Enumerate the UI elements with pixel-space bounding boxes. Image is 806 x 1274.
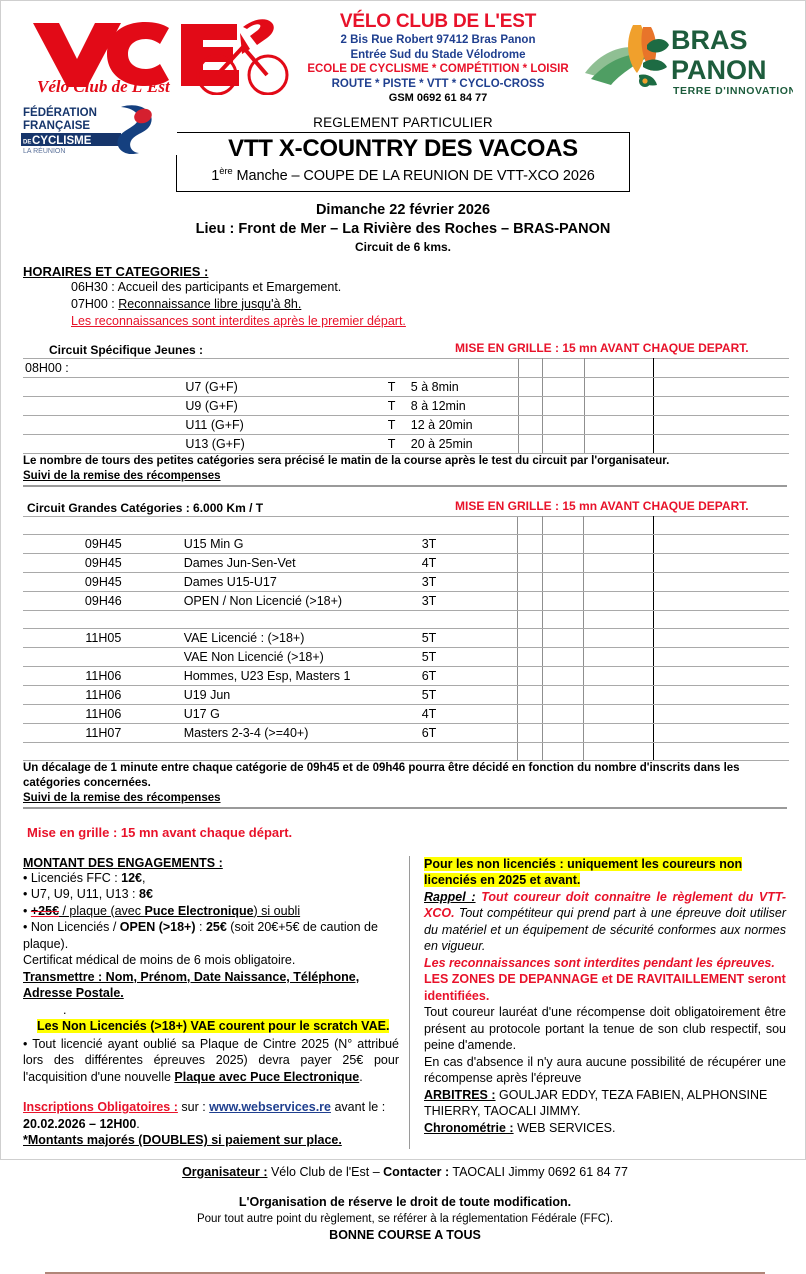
grid-box-4: [653, 610, 789, 628]
cell-time: [23, 377, 185, 396]
cell-time: [23, 647, 184, 666]
fee-plaque-mid: / plaque (avec: [59, 903, 145, 918]
club-activities-blue: ROUTE * PISTE * VTT * CYCLO-CROSS: [331, 77, 545, 90]
fee-licencies-ffc-label: • Licenciés FFC :: [23, 870, 122, 885]
cell-name: U13 (G+F): [185, 434, 372, 453]
chronometrie-value: WEB SERVICES.: [513, 1120, 616, 1135]
young-circuit-header: [23, 341, 787, 358]
table-row: [23, 516, 789, 534]
cell-t: [372, 358, 410, 377]
grid-box-3: [584, 516, 654, 534]
fee-non-licencies: [23, 919, 399, 952]
cell-name: U19 Jun: [184, 685, 410, 704]
plaque-cintre-note: [23, 1036, 399, 1086]
grid-box-4: [653, 534, 789, 553]
cell-name: VAE Non Licencié (>18+): [184, 647, 410, 666]
contact-label: Contacter :: [383, 1164, 450, 1179]
plaque-cintre-post: .: [359, 1069, 363, 1084]
rappel-red-text: Tout coureur doit connaitre le règlement du VTT-XCO.: [424, 889, 786, 921]
grid-box-4: [653, 628, 789, 647]
schedule-line-0630: 06H30 : Accueil des participants et Emargement.: [71, 279, 342, 294]
cell-time: 11H06: [23, 666, 184, 685]
cell-name: [185, 358, 372, 377]
grid-box-1: [517, 742, 542, 760]
grid-box-4: [654, 434, 789, 453]
table-row: [23, 704, 789, 723]
grid-box-4: [653, 591, 789, 610]
cell-laps: 6T: [410, 666, 518, 685]
engagements-heading: MONTANT DES ENGAGEMENTS :: [23, 855, 223, 870]
cell-name: VAE Licencié : (>18+): [184, 628, 410, 647]
grid-box-1: [517, 610, 542, 628]
event-title-box: [176, 132, 630, 192]
cell-time: [23, 415, 185, 434]
svg-text:PANON: PANON: [671, 55, 767, 85]
cell-t: [371, 516, 410, 534]
cell-laps: 6T: [410, 723, 518, 742]
inscriptions-deadline-post: .: [136, 1116, 140, 1131]
table-row: [23, 358, 789, 377]
cell-time: [23, 396, 185, 415]
grid-box-2: [542, 723, 584, 742]
table-row: [23, 723, 789, 742]
grid-box-2: [542, 534, 584, 553]
fee-non-licencies-post: (soit 20€+5€ de caution de plaque).: [23, 920, 378, 951]
grid-box-3: [584, 591, 654, 610]
club-address-line1: 2 Bis Rue Robert 97412 Bras Panon: [340, 34, 536, 46]
grid-box-4: [654, 377, 789, 396]
grid-box-2: [542, 666, 584, 685]
non-licencies-highlight: [424, 856, 786, 889]
fee-youth: [23, 886, 399, 903]
cell-time: [23, 516, 184, 534]
grid-box-4: [653, 704, 789, 723]
grid-box-4: [653, 516, 789, 534]
grid-box-3: [584, 553, 654, 572]
grid-box-3: [584, 704, 654, 723]
grid-box-2: [542, 516, 584, 534]
big-note-2: Suivi de la remise des récompenses: [23, 791, 221, 804]
grid-box-4: [653, 553, 789, 572]
modification-notice: L'Organisation de réserve le droit de toute modification.: [238, 1194, 572, 1209]
grid-box-2: [542, 610, 584, 628]
left-column: [23, 856, 409, 1149]
fee-non-licencies-open: OPEN (>18+): [119, 920, 196, 935]
reconnaissances-interdites: Les reconnaissances sont interdites pendant les épreuves.: [424, 955, 775, 970]
grid-box-2: [542, 591, 584, 610]
fee-youth-label: • U7, U9, U11, U13 :: [23, 887, 139, 902]
grid-box-2: [542, 572, 584, 591]
cell-name: Masters 2-3-4 (>=40+): [184, 723, 410, 742]
spacer-dot: .: [63, 1002, 67, 1017]
cell-time: 11H05: [23, 628, 184, 647]
plaque-cintre-bold: Plaque avec Puce Electronique: [174, 1069, 360, 1084]
cell-time: 11H06: [23, 704, 184, 723]
grid-box-4: [653, 742, 789, 760]
club-address-line2: Entrée Sud du Stade Vélodrome: [350, 48, 526, 61]
event-date: Dimanche 22 février 2026: [315, 201, 491, 218]
young-grid-warning: MISE EN GRILLE : 15 mn AVANT CHAQUE DEPART.: [455, 340, 749, 355]
rappel-label: Rappel :: [424, 889, 476, 904]
transmettre-note: Transmettre : Nom, Prénom, Date Naissance, Téléphone, Adresse Postale.: [23, 969, 360, 1001]
cell-laps: [410, 742, 518, 760]
fee-plaque-forgotten: [23, 903, 399, 920]
cell-t: T: [372, 434, 410, 453]
mise-en-grille-notice: Mise en grille : 15 mn avant chaque départ.: [27, 824, 293, 840]
big-schedule-table: [23, 516, 789, 761]
table-row: [23, 742, 789, 760]
event-subtitle-sup: ère: [219, 166, 233, 177]
grid-box-1: [517, 534, 542, 553]
schedule-line-0700-underlined: Reconnaissance libre jusqu'à 8h.: [118, 296, 302, 311]
grid-box-3: [584, 628, 654, 647]
organiser-value: Vélo Club de l'Est –: [267, 1164, 384, 1179]
event-subtitle: [177, 162, 629, 186]
grid-box-3: [584, 610, 654, 628]
cell-laps: 4T: [410, 704, 518, 723]
grid-box-3: [584, 685, 654, 704]
cell-name: U7 (G+F): [185, 377, 372, 396]
event-subtitle-post: Manche – COUPE DE LA REUNION DE VTT-XCO 2026: [232, 167, 595, 184]
zones-depannage: LES ZONES DE DEPANNAGE et DE RAVITAILLEMENT seront identifiées.: [424, 972, 786, 1003]
grid-box-2: [542, 704, 584, 723]
grid-box-4: [654, 396, 789, 415]
cell-time: [23, 610, 184, 628]
cell-dur: [411, 358, 518, 377]
cell-laps: 4T: [410, 553, 518, 572]
svg-text:FÉDÉRATION: FÉDÉRATION: [23, 107, 97, 119]
grid-box-3: [584, 572, 654, 591]
grid-box-2: [543, 358, 585, 377]
bonne-course-message: BONNE COURSE A TOUS: [329, 1227, 481, 1242]
grid-box-4: [653, 666, 789, 685]
grid-box-2: [543, 396, 585, 415]
event-subtitle-pre: 1: [211, 167, 220, 184]
chronometrie-label: Chronométrie :: [424, 1120, 514, 1135]
inscriptions-block: [23, 1099, 399, 1116]
big-circuit-header: [23, 499, 787, 516]
fee-plaque-chip: Puce Electronique: [144, 903, 254, 918]
club-contact-block: [293, 11, 583, 106]
table-row: [23, 572, 789, 591]
grid-box-1: [518, 434, 543, 453]
grid-box-3: [584, 377, 653, 396]
cell-t: T: [372, 396, 410, 415]
grid-box-2: [542, 685, 584, 704]
cell-name: [184, 610, 410, 628]
cell-time: 09H45: [23, 553, 184, 572]
grid-box-2: [542, 553, 584, 572]
grid-box-2: [542, 647, 584, 666]
young-lead-time: 08H00 :: [23, 358, 185, 377]
grid-box-3: [584, 647, 654, 666]
cell-laps: 5T: [410, 685, 518, 704]
table-row: [23, 628, 789, 647]
cell-name: Hommes, U23 Esp, Masters 1: [184, 666, 410, 685]
grid-box-1: [517, 647, 542, 666]
svg-text:CYCLISME: CYCLISME: [32, 135, 92, 147]
club-name: VÉLO CLUB DE L'EST: [339, 11, 537, 32]
table-row: [23, 415, 789, 434]
fee-non-licencies-mid: :: [195, 920, 206, 935]
grid-box-1: [517, 591, 542, 610]
inscriptions-deadline-date: 20.02.2026 – 12H00: [23, 1116, 137, 1131]
cell-dur: 12 à 20min: [411, 415, 518, 434]
majores-note: *Montants majorés (DOUBLES) si paiement sur place.: [23, 1133, 342, 1148]
cell-laps: [410, 610, 518, 628]
cell-t: T: [372, 377, 410, 396]
grid-box-4: [653, 685, 789, 704]
table-row: [23, 666, 789, 685]
table-row: [23, 610, 789, 628]
grid-box-3: [584, 723, 654, 742]
ffc-federation-logo: [17, 101, 177, 155]
grid-box-2: [543, 434, 585, 453]
grid-box-1: [517, 553, 542, 572]
organiser-label: Organisateur :: [182, 1164, 268, 1179]
event-circuit-length: Circuit de 6 kms.: [354, 239, 452, 254]
document-footer: [23, 1163, 787, 1274]
inscriptions-label: Inscriptions Obligatoires :: [23, 1100, 178, 1115]
cell-laps: 3T: [410, 534, 518, 553]
cell-name: [184, 516, 371, 534]
grid-box-3: [584, 666, 654, 685]
non-licencies-highlight-text: Pour les non licenciés : uniquement les coureurs non licenciés en 2025 et avant.: [424, 856, 743, 888]
divider-big: [23, 807, 787, 809]
chronometrie-block: [424, 1120, 786, 1137]
table-row: [23, 396, 789, 415]
schedule-warning-recon: Les reconnaissances sont interdites après le premier départ.: [71, 313, 406, 328]
cell-name: U15 Min G: [184, 534, 410, 553]
inscriptions-post: avant le :: [330, 1100, 386, 1115]
svg-text:DE: DE: [23, 139, 32, 146]
plaque-cintre-pre: • Tout licencié ayant oublié sa Plaque de Cintre 2025 (N° attribué lors des différentes épreuves 2025) devra payer 25€ pour l'acquisition d'une nouvelle: [23, 1036, 399, 1084]
svg-text:LA RÉUNION: LA RÉUNION: [23, 148, 66, 155]
young-note-1: Le nombre de tours des petites catégories sera précisé le matin de la course après le test du circuit par l'organisateur.: [23, 454, 670, 467]
table-row: [23, 553, 789, 572]
fee-plaque-bullet: •: [23, 903, 31, 918]
grid-box-1: [518, 396, 543, 415]
grid-box-3: [584, 742, 654, 760]
young-circuit-label: Circuit Spécifique Jeunes :: [49, 342, 204, 357]
fee-plaque-post: ) si oubli: [253, 903, 301, 918]
svg-text:BRAS: BRAS: [671, 25, 748, 55]
cell-laps: 3T: [410, 591, 518, 610]
cell-laps: 3T: [410, 572, 518, 591]
reglement-label: REGLEMENT PARTICULIER: [313, 115, 493, 130]
grid-box-2: [543, 377, 585, 396]
grid-box-4: [653, 647, 789, 666]
cell-time: 09H46: [23, 591, 184, 610]
grid-box-4: [653, 572, 789, 591]
cell-laps: [410, 516, 518, 534]
vae-scratch-note: [37, 1018, 399, 1035]
cell-name: [184, 742, 410, 760]
grid-box-2: [543, 415, 585, 434]
arbitres-label: ARBITRES :: [424, 1087, 496, 1102]
rappel-block: [424, 889, 786, 955]
grid-box-1: [517, 723, 542, 742]
svg-text:TERRE D'INNOVATION: TERRE D'INNOVATION: [673, 85, 793, 97]
grid-box-1: [517, 685, 542, 704]
young-note-2: Suivi de la remise des récompenses: [23, 469, 221, 482]
fee-licencies-ffc-amount: 12€: [121, 870, 143, 885]
grid-box-1: [517, 628, 542, 647]
two-column-section: [23, 856, 787, 1149]
cell-name: U11 (G+F): [185, 415, 372, 434]
vce-club-logo: [15, 13, 290, 95]
schedule-section-title: HORAIRES ET CATEGORIES :: [23, 263, 209, 279]
big-note-1: Un décalage de 1 minute entre chaque catégorie de 09h45 et de 09h46 pourra être décidé en fonction du nombre d'inscrits dans les catégories concernées.: [23, 761, 740, 789]
fee-youth-amount: 8€: [139, 887, 153, 902]
event-title: VTT X-COUNTRY DES VACOAS: [228, 135, 578, 162]
arbitres-block: [424, 1087, 786, 1120]
grid-box-1: [517, 704, 542, 723]
grid-box-4: [653, 723, 789, 742]
young-schedule-table: [23, 358, 789, 454]
cell-time: [23, 434, 185, 453]
grid-box-1: [517, 572, 542, 591]
table-row: [23, 591, 789, 610]
table-row: [23, 647, 789, 666]
fee-licencies-ffc: [23, 870, 399, 887]
cell-time: 11H07: [23, 723, 184, 742]
cell-time: 09H45: [23, 534, 184, 553]
grid-box-3: [584, 434, 653, 453]
inscriptions-deadline: [23, 1116, 399, 1133]
divider-young: [23, 485, 787, 487]
vae-scratch-text: Les Non Licenciés (>18+) VAE courent pour le scratch VAE.: [37, 1019, 390, 1034]
cell-name: Dames U15-U17: [184, 572, 410, 591]
grid-box-1: [517, 666, 542, 685]
protocole-note: Tout coureur lauréat d'une récompense doit obligatoirement être présent au protocole portant la tenue de son club respectif, sou peine d'amende.: [424, 1005, 786, 1053]
fee-non-licencies-amount: 25€: [205, 920, 227, 935]
reference-notice: Pour tout autre point du règlement, se référer à la réglementation Fédérale (FFC).: [196, 1212, 614, 1225]
grid-box-2: [542, 628, 584, 647]
grid-box-1: [518, 415, 543, 434]
cell-dur: 8 à 12min: [411, 396, 518, 415]
cell-t: T: [372, 415, 410, 434]
club-phone: GSM 0692 61 84 77: [388, 92, 488, 104]
table-row: [23, 434, 789, 453]
contact-value: TAOCALI Jimmy 0692 61 84 77: [449, 1164, 628, 1179]
big-grid-warning: MISE EN GRILLE : 15 mn AVANT CHAQUE DEPART.: [455, 498, 749, 513]
club-activities-red: ECOLE DE CYCLISME * COMPÉTITION * LOISIR: [307, 63, 569, 75]
schedule-line-0700: [71, 296, 787, 313]
cell-time: 09H45: [23, 572, 184, 591]
fee-licencies-ffc-suffix: ,: [142, 870, 146, 885]
schedule-line-0700-prefix: 07H00 :: [71, 296, 119, 311]
svg-text:Vélo Club de L'Est: Vélo Club de L'Est: [37, 77, 170, 95]
rappel-rest-text: Tout compétiteur qui prend part à une épreuve doit utiliser du matériel et un équipement de sécurité conformes aux normes en vigueur.: [424, 906, 786, 954]
arbitres-value: GOULJAR EDDY, TEZA FABIEN, ALPHONSINE THIERRY, TAOCALI JIMMY.: [424, 1087, 768, 1119]
fee-non-licencies-pre: • Non Licenciés /: [23, 920, 120, 935]
absence-note: En cas d'absence il n'y aura aucune possibilité de récupérer une récompense après l'épreuve: [424, 1054, 786, 1086]
cell-name: U9 (G+F): [185, 396, 372, 415]
grid-box-4: [654, 415, 789, 434]
table-row: [23, 534, 789, 553]
fee-plaque-amount-struck: +25€: [30, 903, 60, 918]
grid-box-1: [518, 377, 543, 396]
cell-laps: 5T: [410, 628, 518, 647]
grid-box-2: [542, 742, 584, 760]
big-circuit-label: Circuit Grandes Catégories : 6.000 Km / T: [27, 500, 264, 515]
right-column: [416, 856, 786, 1149]
grid-box-1: [518, 358, 543, 377]
cell-name: OPEN / Non Licencié (>18+): [184, 591, 410, 610]
grid-box-3: [584, 534, 654, 553]
cell-name: U17 G: [184, 704, 410, 723]
grid-box-4: [654, 358, 789, 377]
table-row: [23, 377, 789, 396]
inscriptions-mid: sur :: [177, 1100, 210, 1115]
grid-box-1: [517, 516, 542, 534]
medical-certificate-note: Certificat médical de moins de 6 mois obligatoire.: [23, 953, 296, 968]
svg-text:FRANÇAISE: FRANÇAISE: [23, 120, 91, 132]
cell-time: [23, 742, 184, 760]
cell-laps: 5T: [410, 647, 518, 666]
bras-panon-logo: [581, 15, 793, 101]
cell-time: 11H06: [23, 685, 184, 704]
cell-dur: 20 à 25min: [411, 434, 518, 453]
grid-box-3: [584, 415, 653, 434]
event-place: Lieu : Front de Mer – La Rivière des Roches – BRAS-PANON: [195, 220, 611, 237]
column-divider: [409, 856, 410, 1149]
grid-box-3: [584, 396, 653, 415]
grid-box-3: [584, 358, 653, 377]
table-row: [23, 685, 789, 704]
cell-dur: 5 à 8min: [411, 377, 518, 396]
cell-name: Dames Jun-Sen-Vet: [184, 553, 410, 572]
organiser-line: [23, 1163, 787, 1181]
inscriptions-website-link[interactable]: www.webservices.re: [209, 1100, 331, 1115]
